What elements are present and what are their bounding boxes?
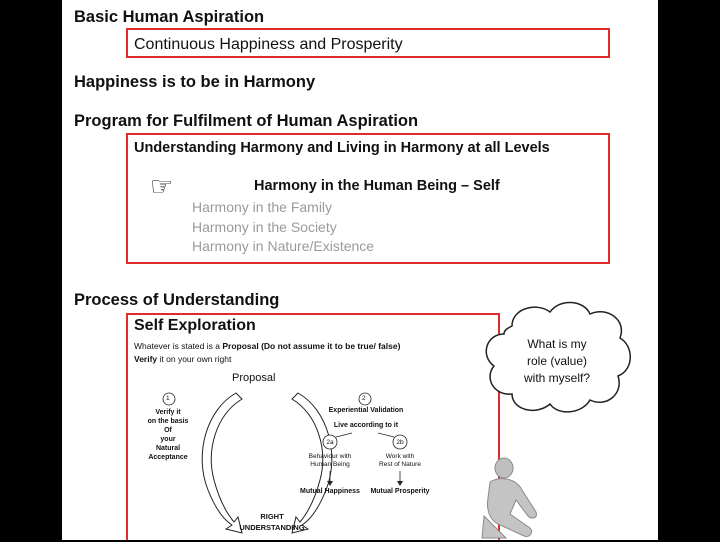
verify-line-a: Verify [134, 354, 158, 364]
process-box [126, 313, 500, 540]
proposal-label: Proposal [232, 372, 276, 384]
verify-line-5: Natural [155, 445, 181, 452]
verify-line-2: on the basis [147, 418, 189, 425]
verify-line-6: Acceptance [148, 454, 188, 461]
connector-2a [336, 433, 352, 437]
level-self: Harmony in the Human Being – Self [254, 178, 500, 194]
aspiration-box [126, 28, 610, 58]
happiness-heading: Happiness is to be in Harmony [74, 73, 316, 91]
slide [62, 0, 658, 540]
connector-2b [378, 433, 394, 437]
verify-line-3: Of [164, 427, 172, 434]
verify-line-b: it on your own right [157, 354, 232, 364]
right-line-2: UNDERSTANDING [239, 523, 305, 532]
program-heading: Program for Fulfilment of Human Aspiration [74, 112, 419, 130]
behaviour-line-1: Behaviour with [308, 453, 352, 460]
work-label [370, 453, 430, 469]
work-line-2: Rest of Nature [379, 461, 421, 468]
proposal-line-a: Whatever is stated is a [134, 341, 223, 351]
tag-2b: 2b [396, 439, 404, 446]
thought-bubble-text [502, 336, 612, 387]
right-understanding-label [222, 511, 322, 533]
level-nature: Harmony in Nature/Existence [192, 238, 375, 254]
behaviour-label [300, 453, 360, 469]
tag-2a: 2a [326, 439, 334, 446]
work-line-1: Work with [385, 453, 415, 460]
mutual-prosperity-label: Mutual Prosperity [370, 488, 430, 495]
verify-line-4: your [160, 436, 176, 443]
right-line-1: RIGHT [260, 512, 284, 521]
behaviour-line-2: Human Being [310, 461, 350, 468]
experiential-label: Experiential Validation [328, 407, 404, 414]
arrow-work-head [397, 481, 403, 486]
level-society: Harmony in the Society [192, 219, 337, 235]
verify-block [136, 408, 200, 462]
figure-head [495, 458, 513, 478]
bubble-line-2: role (value) [526, 354, 588, 368]
aspiration-boxed-text: Continuous Happiness and Prosperity [134, 36, 403, 53]
process-heading: Process of Understanding [74, 291, 280, 309]
bubble-line-1: What is my [527, 337, 587, 351]
program-box [126, 133, 610, 264]
process-box-title: Self Exploration [134, 317, 256, 334]
level-family: Harmony in the Family [192, 199, 333, 215]
step-2-label: 2 [362, 395, 366, 402]
live-label: Live according to it [333, 422, 399, 429]
bubble-line-3: with myself? [523, 371, 591, 385]
verify-line-1: Verify it [155, 409, 181, 416]
seated-thinker-figure [476, 454, 546, 540]
pointing-hand-icon: ☞ [150, 171, 174, 201]
aspiration-heading: Basic Human Aspiration [74, 8, 265, 26]
mutual-happiness-label: Mutual Happiness [300, 488, 360, 495]
proposal-line-c: (Do not assume it to be true/ false) [258, 341, 401, 351]
program-box-title: Understanding Harmony and Living in Harmony at all Levels [134, 140, 550, 156]
proposal-line-b: Proposal [222, 341, 259, 351]
step-1-label: 1 [166, 395, 170, 402]
